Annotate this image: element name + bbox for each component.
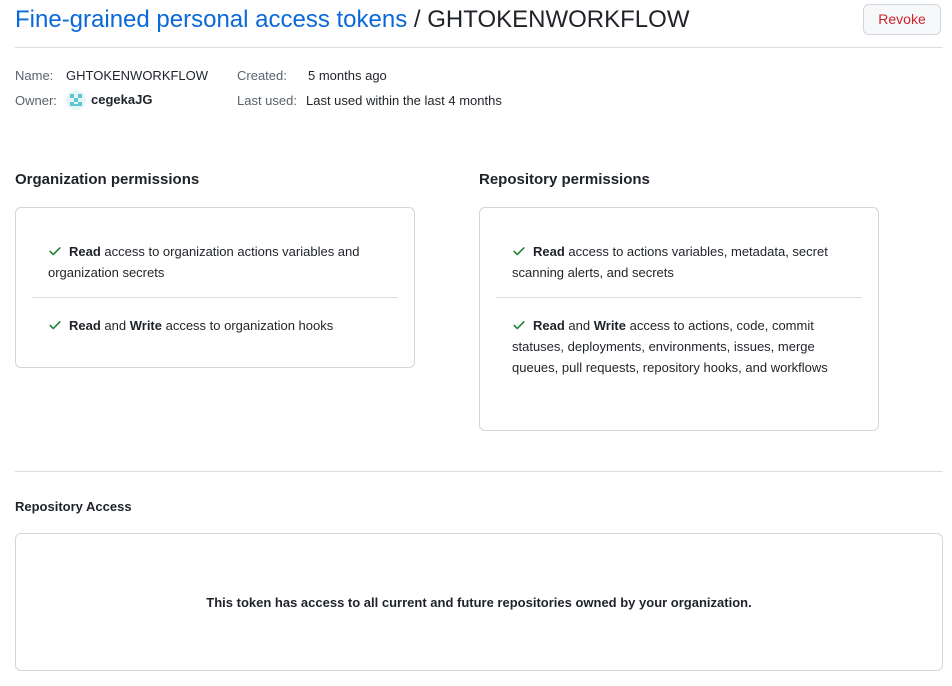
owner-label: Owner: — [15, 93, 57, 108]
permission-level: Write — [129, 318, 162, 333]
org-permission-item — [48, 241, 388, 283]
org-permissions-heading: Organization permissions — [15, 171, 200, 188]
permission-divider — [32, 297, 398, 298]
created-label: Created: — [237, 68, 287, 83]
permission-text: access to actions variables, metadata, secret scanning alerts, and secrets — [512, 244, 828, 280]
repo-permission-item — [512, 315, 847, 378]
avatar — [66, 90, 86, 110]
permission-text: access to actions, code, commit statuses, deployments, environments, issues, merge queues, pull requests, repository hooks, and workflows — [512, 318, 828, 375]
page-title — [15, 4, 689, 36]
check-icon — [512, 244, 526, 258]
check-icon — [512, 318, 526, 332]
permission-level: Read — [69, 318, 101, 333]
repository-access-text: This token has access to all current and future repositories owned by your organization. — [206, 594, 752, 610]
name-value: GHTOKENWORKFLOW — [66, 68, 209, 83]
repo-permissions-box — [479, 207, 879, 431]
created-value: 5 months ago — [308, 68, 387, 83]
breadcrumb-tokens-link[interactable]: Fine-grained personal access tokens — [15, 6, 408, 33]
permission-text: access to organization actions variables and organization secrets — [48, 244, 360, 280]
last-used-label: Last used: — [237, 93, 297, 108]
permission-level: Read — [533, 244, 565, 259]
check-icon — [48, 318, 62, 332]
permission-level: Write — [593, 318, 626, 333]
revoke-button[interactable]: Revoke — [863, 4, 941, 35]
repo-permission-item — [512, 241, 857, 283]
check-icon — [48, 244, 62, 258]
permission-level: Read — [69, 244, 101, 259]
name-label: Name: — [15, 68, 54, 83]
token-name-title: GHTOKENWORKFLOW — [427, 6, 690, 33]
breadcrumb-separator: / — [413, 6, 421, 33]
permission-level: Read — [533, 318, 565, 333]
owner-name: cegekaJG — [91, 92, 153, 107]
permission-connector: and — [564, 318, 594, 333]
org-permissions-box — [15, 207, 415, 368]
last-used-value: Last used within the last 4 months — [306, 93, 502, 108]
repository-access-heading: Repository Access — [15, 499, 132, 514]
org-permission-item — [48, 315, 388, 336]
permission-divider — [496, 297, 862, 298]
repository-access-box — [15, 533, 943, 671]
permission-text: access to organization hooks — [161, 318, 334, 333]
permission-connector: and — [100, 318, 130, 333]
section-divider — [15, 471, 943, 472]
owner-link[interactable] — [66, 90, 152, 110]
header-divider — [15, 47, 943, 48]
repo-permissions-heading: Repository permissions — [479, 171, 650, 188]
